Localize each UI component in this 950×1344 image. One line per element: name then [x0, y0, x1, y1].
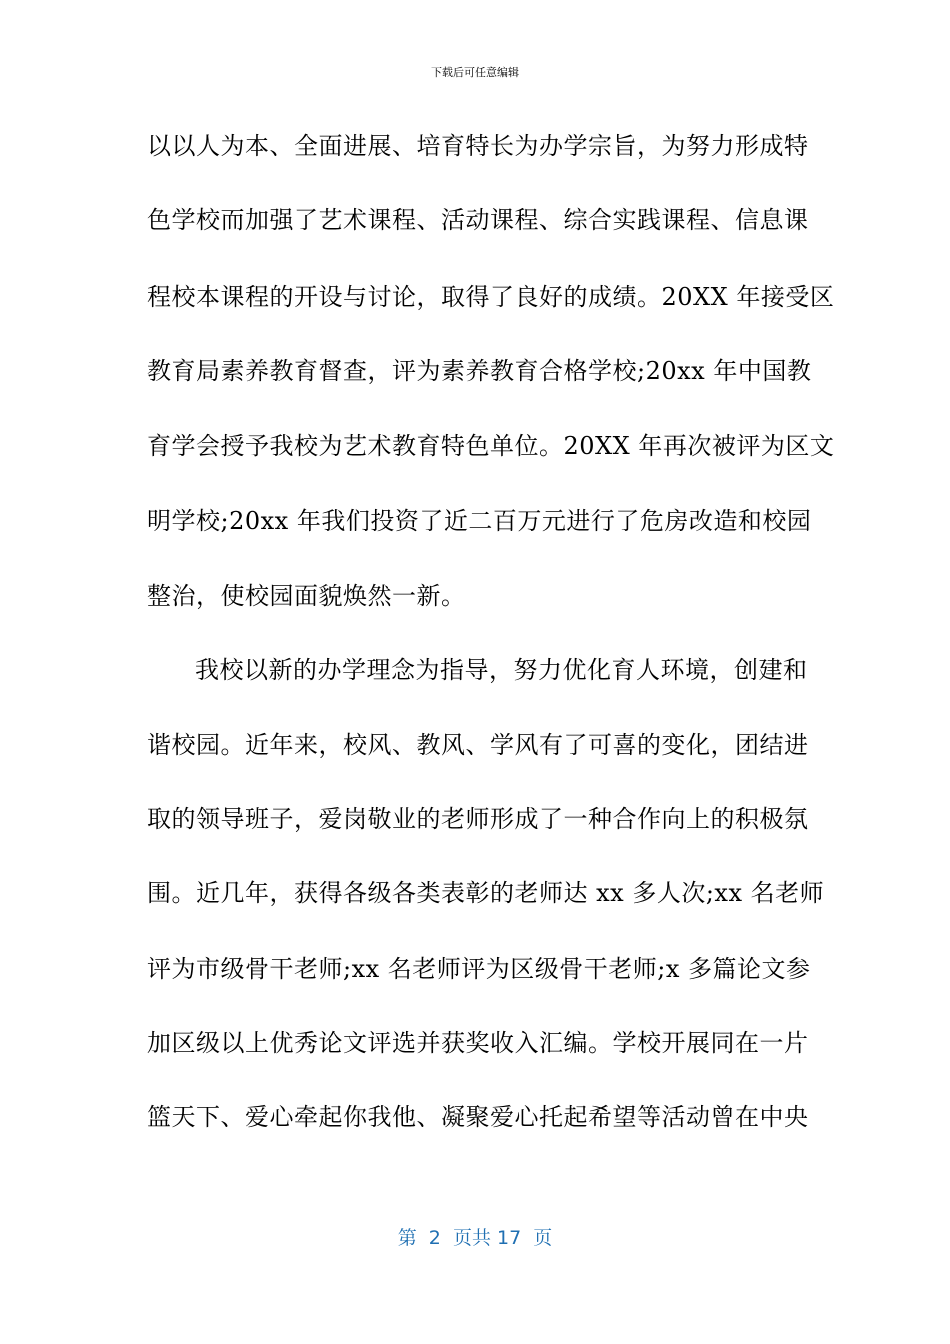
paragraph-1-line-5: 育学会授予我校为艺术教育特色单位。20XX 年再次被评为区文 [147, 432, 835, 460]
paragraph-2-line-3: 取的领导班子，爱岗敬业的老师形成了一种合作向上的积极氛 [147, 805, 809, 833]
header-note: 下载后可任意编辑 [431, 66, 519, 79]
paragraph-1-line-4: 教育局素养教育督查，评为素养教育合格学校;20xx 年中国教 [147, 357, 812, 385]
paragraph-1-line-6: 明学校;20xx 年我们投资了近二百万元进行了危房改造和校园 [147, 507, 812, 535]
paragraph-2-line-5: 评为市级骨干老师;xx 名老师评为区级骨干老师;x 多篇论文参 [147, 955, 811, 983]
paragraph-2-line-6: 加区级以上优秀论文评选并获奖收入汇编。学校开展同在一片 [147, 1029, 809, 1057]
paragraph-1-line-1: 以以人为本、全面进展、培育特长为办学宗旨，为努力形成特 [147, 132, 809, 160]
paragraph-1-line-7: 整治，使校园面貌焕然一新。 [147, 582, 466, 610]
paragraph-1-line-2: 色学校而加强了艺术课程、活动课程、综合实践课程、信息课 [147, 206, 809, 234]
paragraph-2-line-1: 我校以新的办学理念为指导，努力优化育人环境，创建和 [195, 656, 808, 684]
paragraph-1-line-3: 程校本课程的开设与讨论，取得了良好的成绩。20XX 年接受区 [147, 283, 835, 311]
paragraph-2-line-7: 篮天下、爱心牵起你我他、凝聚爱心托起希望等活动曾在中央 [147, 1103, 809, 1131]
paragraph-2-line-2: 谐校园。近年来，校风、教风、学风有了可喜的变化，团结进 [147, 731, 809, 759]
page-number-footer: 第 2 页共 17 页 [397, 1227, 553, 1249]
paragraph-2-line-4: 围。近几年，获得各级各类表彰的老师达 xx 多人次;xx 名老师 [147, 879, 825, 907]
